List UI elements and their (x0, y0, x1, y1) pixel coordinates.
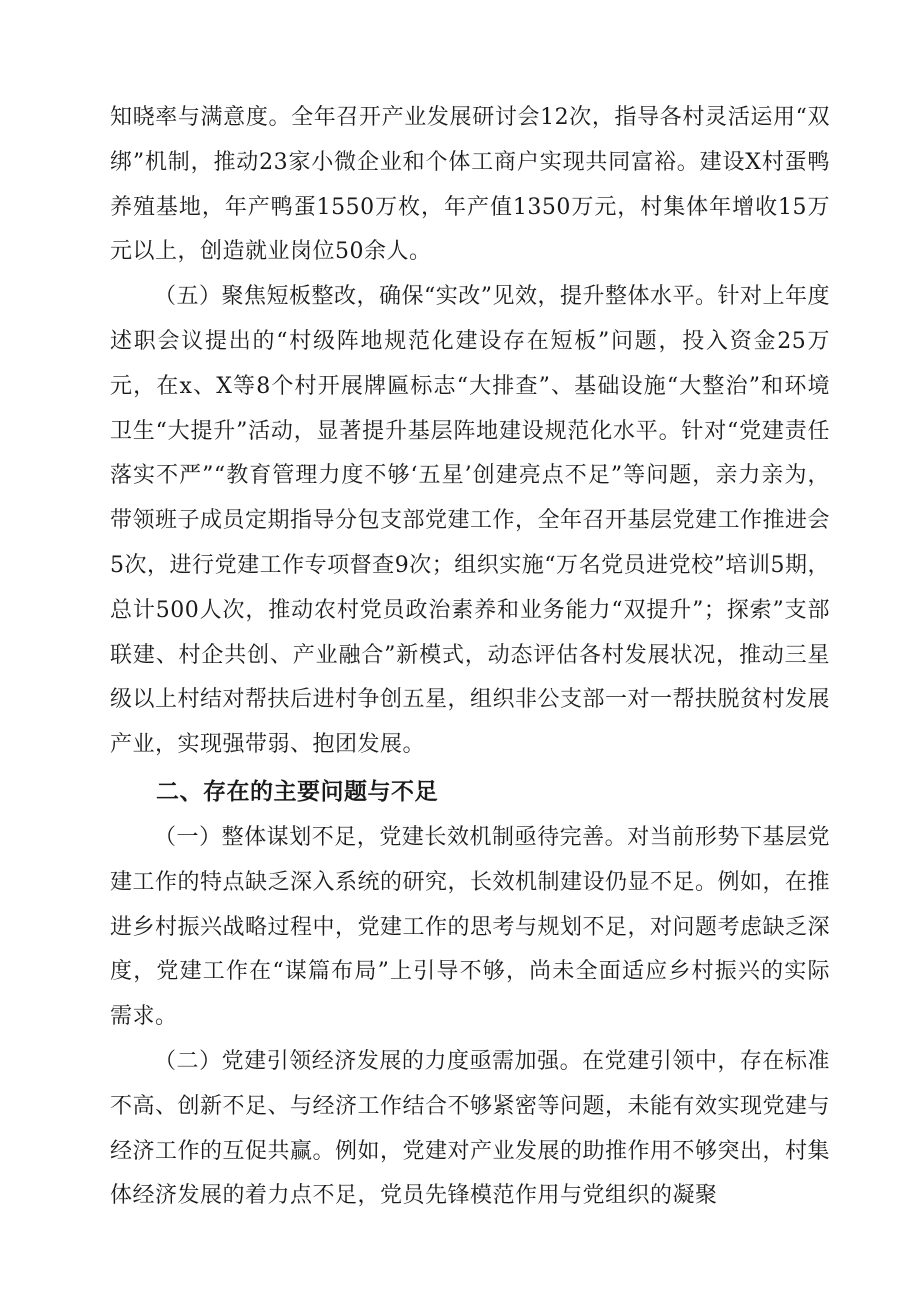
paragraph-industry-development: 知晓率与满意度。全年召开产业发展研讨会12次，指导各村灵活运用“双绑”机制，推动23家小微企业和个体工商户实现共同富裕。建设X村蛋鸭养殖基地，年产鸭蛋1550万枚，年产值1350万元，村集体年增收15万元以上，创造就业岗位50余人。 (110, 105, 830, 265)
section-heading-problems: 二、存在的主要问题与不足 (156, 778, 438, 805)
paragraph-overall-planning: （一）整体谋划不足，党建长效机制亟待完善。对当前形势下基层党建工作的特点缺乏深入系统的研究，长效机制建设仍显不足。例如，在推进乡村振兴战略过程中，党建工作的思考与规划不足，对问题考虑缺乏深度，党建工作在“谋篇布局”上引导不够，尚未全面适应乡村振兴的实际需求。 (110, 824, 831, 1030)
paragraph-economic-leadership: （二）党建引领经济发展的力度亟需加强。在党建引领中，存在标准不高、创新不足、与经济工作结合不够紧密等问题，未能有效实现党建与经济工作的互促共赢。例如，党建对产业发展的助推作用不够突出，村集体经济发展的着力点不足，党员先锋模范作用与党组织的凝聚 (110, 1048, 831, 1209)
document-body (110, 96, 830, 1219)
paragraph-shortcoming-rectification: （五）聚焦短板整改，确保“实改”见效，提升整体水平。针对上年度述职会议提出的“村级阵地规范化建设存在短板”问题，投入资金25万元，在x、X等8个村开展牌匾标志“大排查”、基础设施“大整治”和环境卫生“大提升”活动，显著提升基层阵地建设规范化水平。针对“党建责任落实不严”“教育管理力度不够‘五星’创建亮点不足”等问题，亲力亲为，带领班子成员定期指导分包支部党建工作，全年召开基层党建工作推进会5次，进行党建工作专项督查9次；组织实施“万名党员进党校”培训5期，总计500人次，推动农村党员政治素养和业务能力“双提升”；探索”支部联建、村企共创、产业融合”新模式，动态评估各村发展状况，推动三星级以上村结对帮扶后进村争创五星，组织非公支部一对一帮扶脱贫村发展产业，实现强带弱、抱团发展。 (110, 284, 831, 758)
